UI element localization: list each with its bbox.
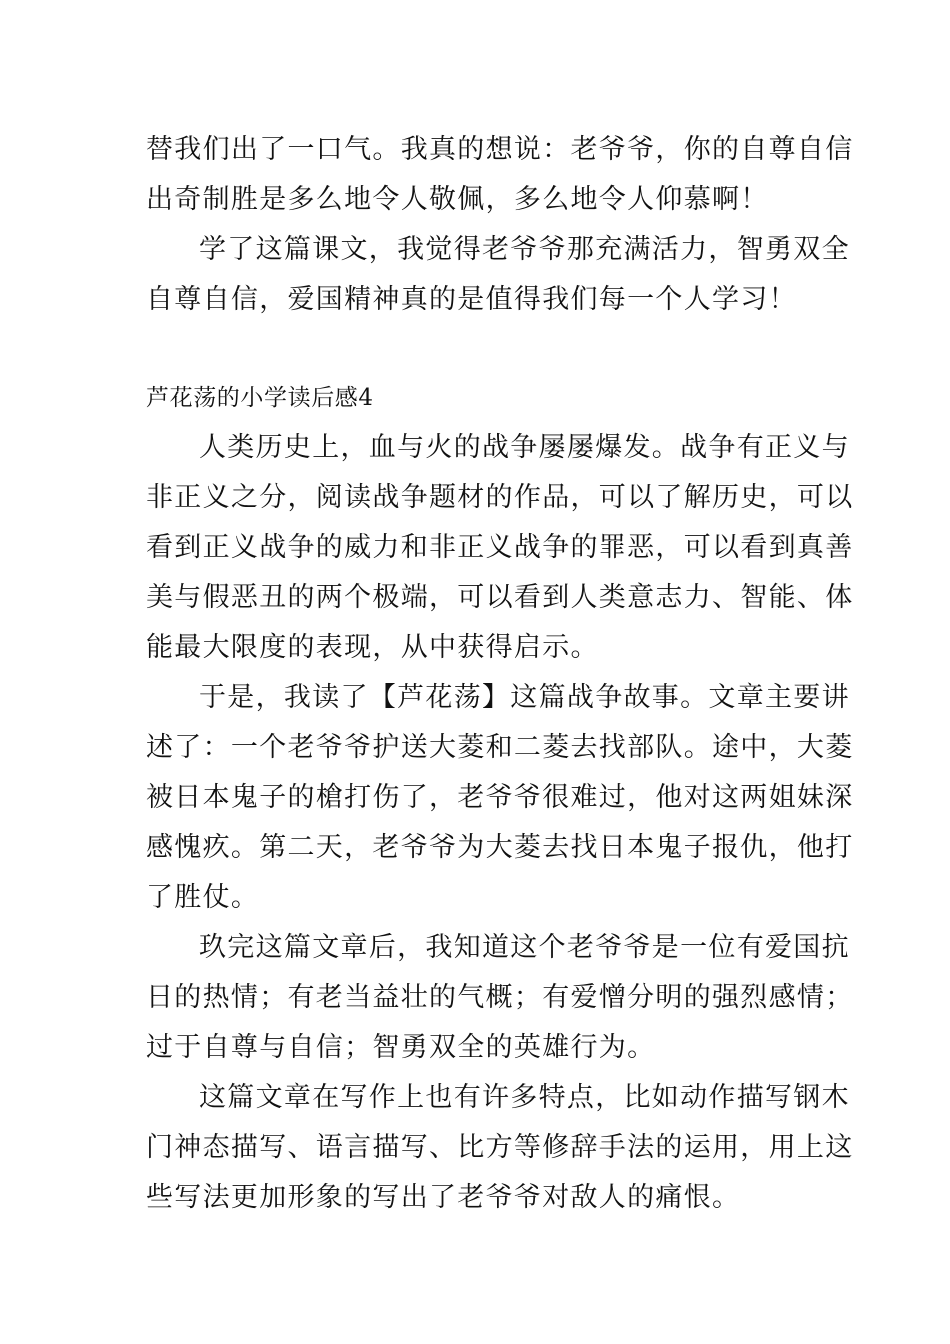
text-line: 门神态描写、语言描写、比方等修辞手法的运用，用上这: [146, 1132, 854, 1163]
text-line: 于是，我读了【芦花荡】这篇战争故事。文章主要讲: [199, 682, 850, 713]
text-line: 看到正义战争的威力和非正义战争的罪恶，可以看到真善: [146, 532, 854, 563]
text-line: 非正义之分，阅读战争题材的作品，可以了解历史，可以: [146, 482, 854, 513]
text-line: 人类历史上，血与火的战争屡屡爆发。战争有正义与: [199, 432, 850, 463]
text-line: 出奇制胜是多么地令人敬佩，多么地令人仰慕啊！: [146, 184, 769, 215]
text-line: 能最大限度的表现，从中获得启示。: [146, 632, 599, 663]
text-line: 学了这篇课文，我觉得老爷爷那充满活力，智勇双全: [199, 234, 850, 265]
text-line: 感愧疚。第二天，老爷爷为大菱去找日本鬼子报仇，他打: [146, 832, 854, 863]
text-line: 日的热情；有老当益壮的气概；有爱憎分明的强烈感情；: [146, 982, 854, 1013]
text-line: 被日本鬼子的槍打伤了，老爷爷很难过，他对这两姐妹深: [146, 782, 854, 813]
text-line: 些写法更加形象的写出了老爷爷对敌人的痛恨。: [146, 1182, 741, 1213]
text-line: 这篇文章在写作上也有许多特点，比如动作描写钢木: [199, 1082, 850, 1113]
text-line: 了胜仗。: [146, 882, 260, 913]
text-line: 替我们出了一口气。我真的想说：老爷爷，你的自尊自信: [146, 134, 854, 165]
text-line: 自尊自信，爱国精神真的是值得我们每一个人学习！: [146, 284, 797, 315]
text-line: 过于自尊与自信；智勇双全的英雄行为。: [146, 1032, 656, 1063]
text-line: 述了：一个老爷爷护送大菱和二菱去找部队。途中，大菱: [146, 732, 854, 763]
section-heading: 芦花荡的小学读后感4: [146, 385, 374, 411]
text-line: 美与假恶丑的两个极端，可以看到人类意志力、智能、体: [146, 582, 854, 613]
text-line: 玖完这篇文章后，我知道这个老爷爷是一位有爱国抗: [199, 932, 850, 963]
